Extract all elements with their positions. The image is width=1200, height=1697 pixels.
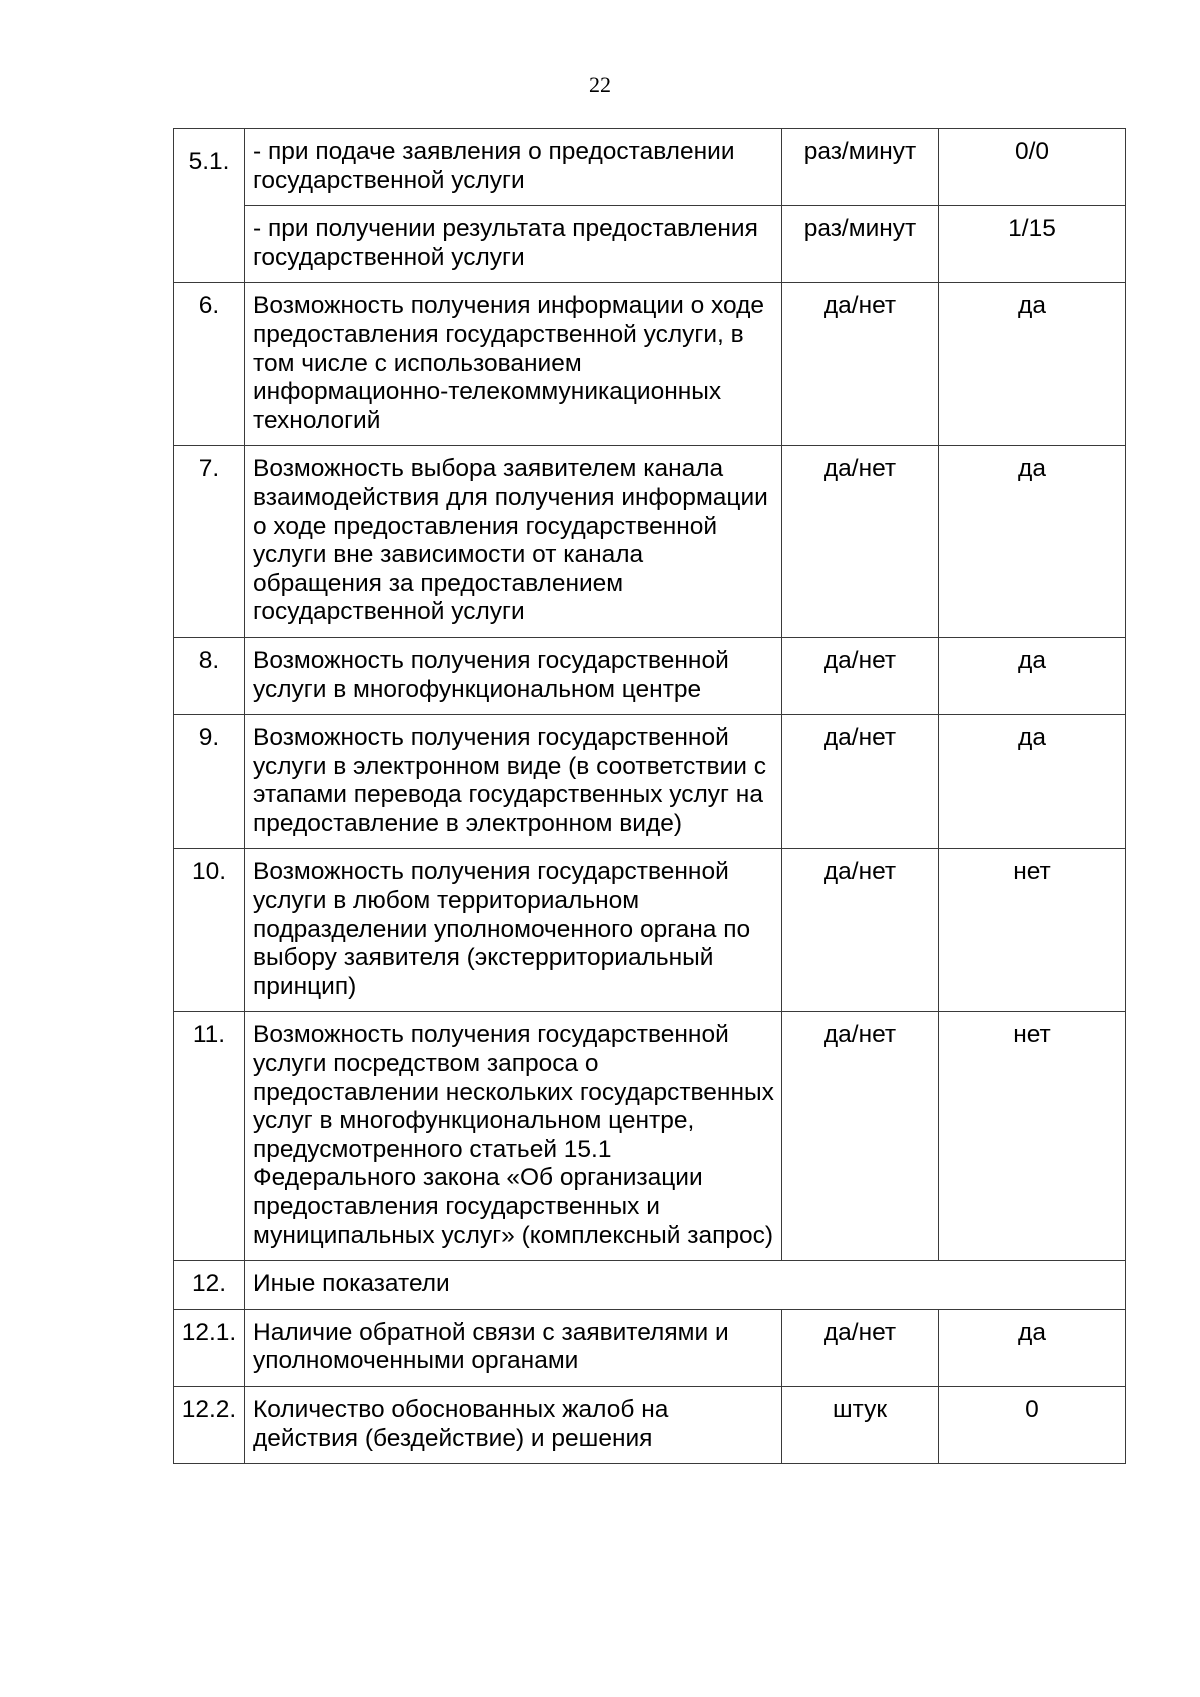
indicator-name: Количество обоснованных жалоб на действия (бездействие) и решения: [245, 1386, 782, 1463]
section-heading: Иные показатели: [245, 1261, 1126, 1310]
indicator-value: да: [939, 715, 1126, 849]
indicator-value: 0: [939, 1386, 1126, 1463]
table-row: [174, 283, 1126, 446]
row-number: 12.1.: [174, 1309, 245, 1386]
row-number: 10.: [174, 849, 245, 1012]
table-row: [174, 1386, 1126, 1463]
indicator-name: Наличие обратной связи с заявителями и уполномоченными органами: [245, 1309, 782, 1386]
indicator-name: - при подаче заявления о предоставлении государственной услуги: [245, 129, 782, 206]
row-number: 7.: [174, 446, 245, 638]
page-number: 22: [589, 72, 611, 97]
table-row: [174, 637, 1126, 714]
indicator-value: да: [939, 637, 1126, 714]
row-number: 12.2.: [174, 1386, 245, 1463]
table-row: [174, 1309, 1126, 1386]
unit-of-measure: да/нет: [782, 849, 939, 1012]
unit-of-measure: да/нет: [782, 1309, 939, 1386]
unit-of-measure: да/нет: [782, 715, 939, 849]
unit-of-measure: раз/минут: [782, 129, 939, 206]
row-number: 12.: [174, 1261, 245, 1310]
unit-of-measure: да/нет: [782, 1012, 939, 1261]
indicator-name: Возможность получения государственной услуги в электронном виде (в соответствии с этапами перевода государственных услуг на предоставление в электронном виде): [245, 715, 782, 849]
row-number: 8.: [174, 637, 245, 714]
indicators-table: [173, 128, 1126, 1464]
indicator-name: Возможность получения государственной услуги посредством запроса о предоставлении нескольких государственных услуг в многофункциональном центре, предусмотренного статьей 15.1 Федерального закона «Об организации предоставления государственных и муниципальных услуг» (комплексный запрос): [245, 1012, 782, 1261]
table-row: [174, 446, 1126, 638]
indicator-value: 1/15: [939, 206, 1126, 283]
table-row: [174, 129, 1126, 206]
indicator-value: нет: [939, 849, 1126, 1012]
table-row: [174, 849, 1126, 1012]
unit-of-measure: да/нет: [782, 446, 939, 638]
table-row: [174, 1012, 1126, 1261]
table-row: [174, 206, 1126, 283]
row-number: 11.: [174, 1012, 245, 1261]
table-row: [174, 715, 1126, 849]
indicator-name: Возможность выбора заявителем канала взаимодействия для получения информации о ходе предоставления государственной услуги вне зависимости от канала обращения за предоставлением государственной услуги: [245, 446, 782, 638]
row-number: 5.1.: [174, 129, 245, 283]
row-number: 9.: [174, 715, 245, 849]
unit-of-measure: да/нет: [782, 283, 939, 446]
indicator-value: да: [939, 446, 1126, 638]
table-row: [174, 1261, 1126, 1310]
indicator-value: 0/0: [939, 129, 1126, 206]
indicator-name: Возможность получения государственной услуги в многофункциональном центре: [245, 637, 782, 714]
indicator-value: да: [939, 283, 1126, 446]
unit-of-measure: да/нет: [782, 637, 939, 714]
unit-of-measure: раз/минут: [782, 206, 939, 283]
indicator-value: нет: [939, 1012, 1126, 1261]
row-number: 6.: [174, 283, 245, 446]
indicator-value: да: [939, 1309, 1126, 1386]
unit-of-measure: штук: [782, 1386, 939, 1463]
indicator-name: Возможность получения информации о ходе предоставления государственной услуги, в том числе с использованием информационно-телекоммуникационных технологий: [245, 283, 782, 446]
indicator-name: - при получении результата предоставления государственной услуги: [245, 206, 782, 283]
indicator-name: Возможность получения государственной услуги в любом территориальном подразделении уполномоченного органа по выбору заявителя (экстерриториальный принцип): [245, 849, 782, 1012]
